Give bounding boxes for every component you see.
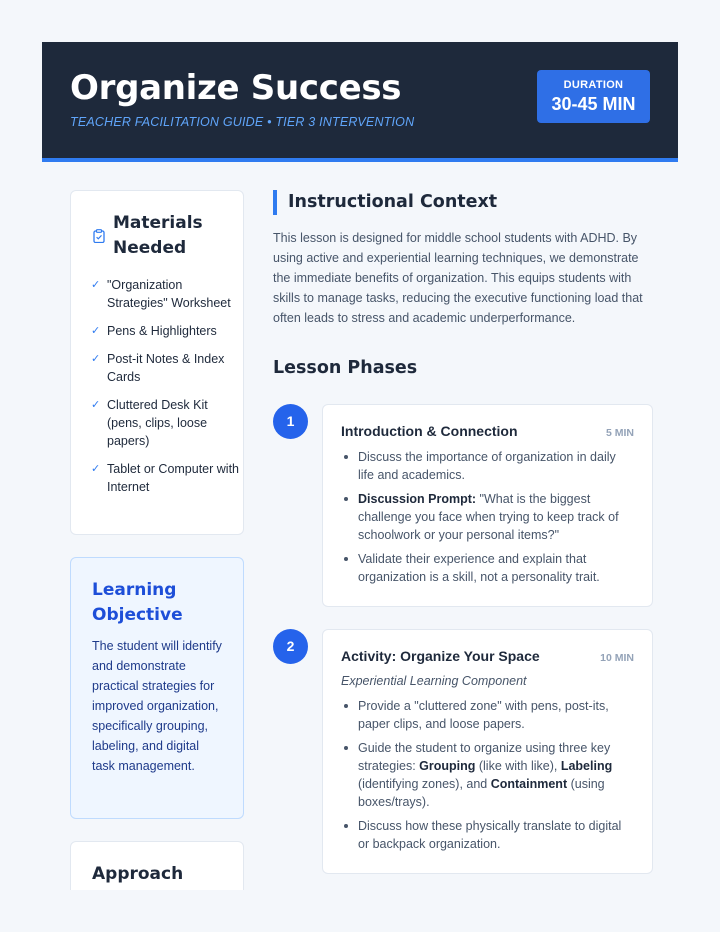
duration-label: DURATION xyxy=(563,79,624,91)
context-text: This lesson is designed for middle school students with ADHD. By using active and experiential learning techniques, we demonstrate the immediate benefits of organization. This equips students with skills to manage tasks, reducing the executive functioning load that often leads to stress and academic underperformance. xyxy=(273,231,643,325)
phase-card xyxy=(322,629,653,874)
approach-card xyxy=(70,841,244,890)
list-item: ✓ Tablet or Computer with Internet xyxy=(91,462,240,494)
phase-number: 1 xyxy=(273,404,308,439)
list-item: Discuss how these physically translate to digital or backpack organization. xyxy=(341,817,634,853)
materials-list xyxy=(91,276,241,506)
check-icon: ✓ xyxy=(91,279,101,291)
check-icon: ✓ xyxy=(91,325,101,337)
phase-1 xyxy=(273,404,653,607)
list-item: Guide the student to organize using three key strategies: Grouping (like with like), Labeling (identifying zones), and Containment (using boxes/trays). xyxy=(341,739,634,811)
duration-value: 30-45 MIN xyxy=(551,94,636,114)
materials-title: Materials Needed xyxy=(113,213,203,258)
phase-title: Introduction & Connection xyxy=(341,423,518,439)
materials-card xyxy=(70,190,244,535)
phase-title: Activity: Organize Your Space xyxy=(341,648,540,664)
check-icon: ✓ xyxy=(91,399,101,411)
objective-text: The student will identify and demonstrate practical strategies for improved organization, specifically grouping, labeling, and digital task management. xyxy=(92,639,222,773)
list-item: Provide a "cluttered zone" with pens, post-its, paper clips, and loose papers. xyxy=(341,697,634,733)
phase-header xyxy=(341,423,634,439)
list-item: Discussion Prompt: "What is the biggest challenge you face when trying to keep track of schoolwork or your personal items?" xyxy=(341,490,634,544)
phase-bullets xyxy=(341,448,634,586)
list-item: ✓ Post-it Notes & Index Cards xyxy=(91,352,225,384)
learning-objective-card xyxy=(70,557,244,819)
list-item: ✓ Cluttered Desk Kit (pens, clips, loose papers) xyxy=(91,398,208,448)
lesson-plan-page xyxy=(42,42,678,890)
list-item: ✓ "Organization Strategies" Worksheet xyxy=(91,278,231,310)
approach-title: Approach xyxy=(92,864,184,884)
page-subtitle: TEACHER FACILITATION GUIDE • TIER 3 INTERVENTION xyxy=(70,115,415,129)
check-icon: ✓ xyxy=(91,353,101,365)
check-icon: ✓ xyxy=(91,463,101,475)
phases-title: Lesson Phases xyxy=(273,358,418,378)
phase-2 xyxy=(273,629,653,874)
context-title: Instructional Context xyxy=(273,190,653,215)
page-title: Organize Success xyxy=(70,68,402,108)
list-item: ✓ Pens & Highlighters xyxy=(91,324,217,338)
phase-bullets xyxy=(341,697,634,853)
phase-header xyxy=(341,648,634,664)
clipboard-icon xyxy=(93,229,105,243)
phase-subtitle: Experiential Learning Component xyxy=(341,674,527,688)
phase-duration: 10 MIN xyxy=(600,652,634,664)
duration-badge xyxy=(537,70,650,123)
objective-title: Learning Objective xyxy=(92,580,183,625)
list-item: Discuss the importance of organization in daily life and academics. xyxy=(341,448,634,484)
sidebar xyxy=(70,190,244,890)
main-content xyxy=(273,190,653,874)
phase-card xyxy=(322,404,653,607)
phase-number: 2 xyxy=(273,629,308,664)
list-item: Validate their experience and explain that organization is a skill, not a personality trait. xyxy=(341,550,634,586)
header-banner xyxy=(42,42,678,162)
phase-duration: 5 MIN xyxy=(605,427,634,439)
